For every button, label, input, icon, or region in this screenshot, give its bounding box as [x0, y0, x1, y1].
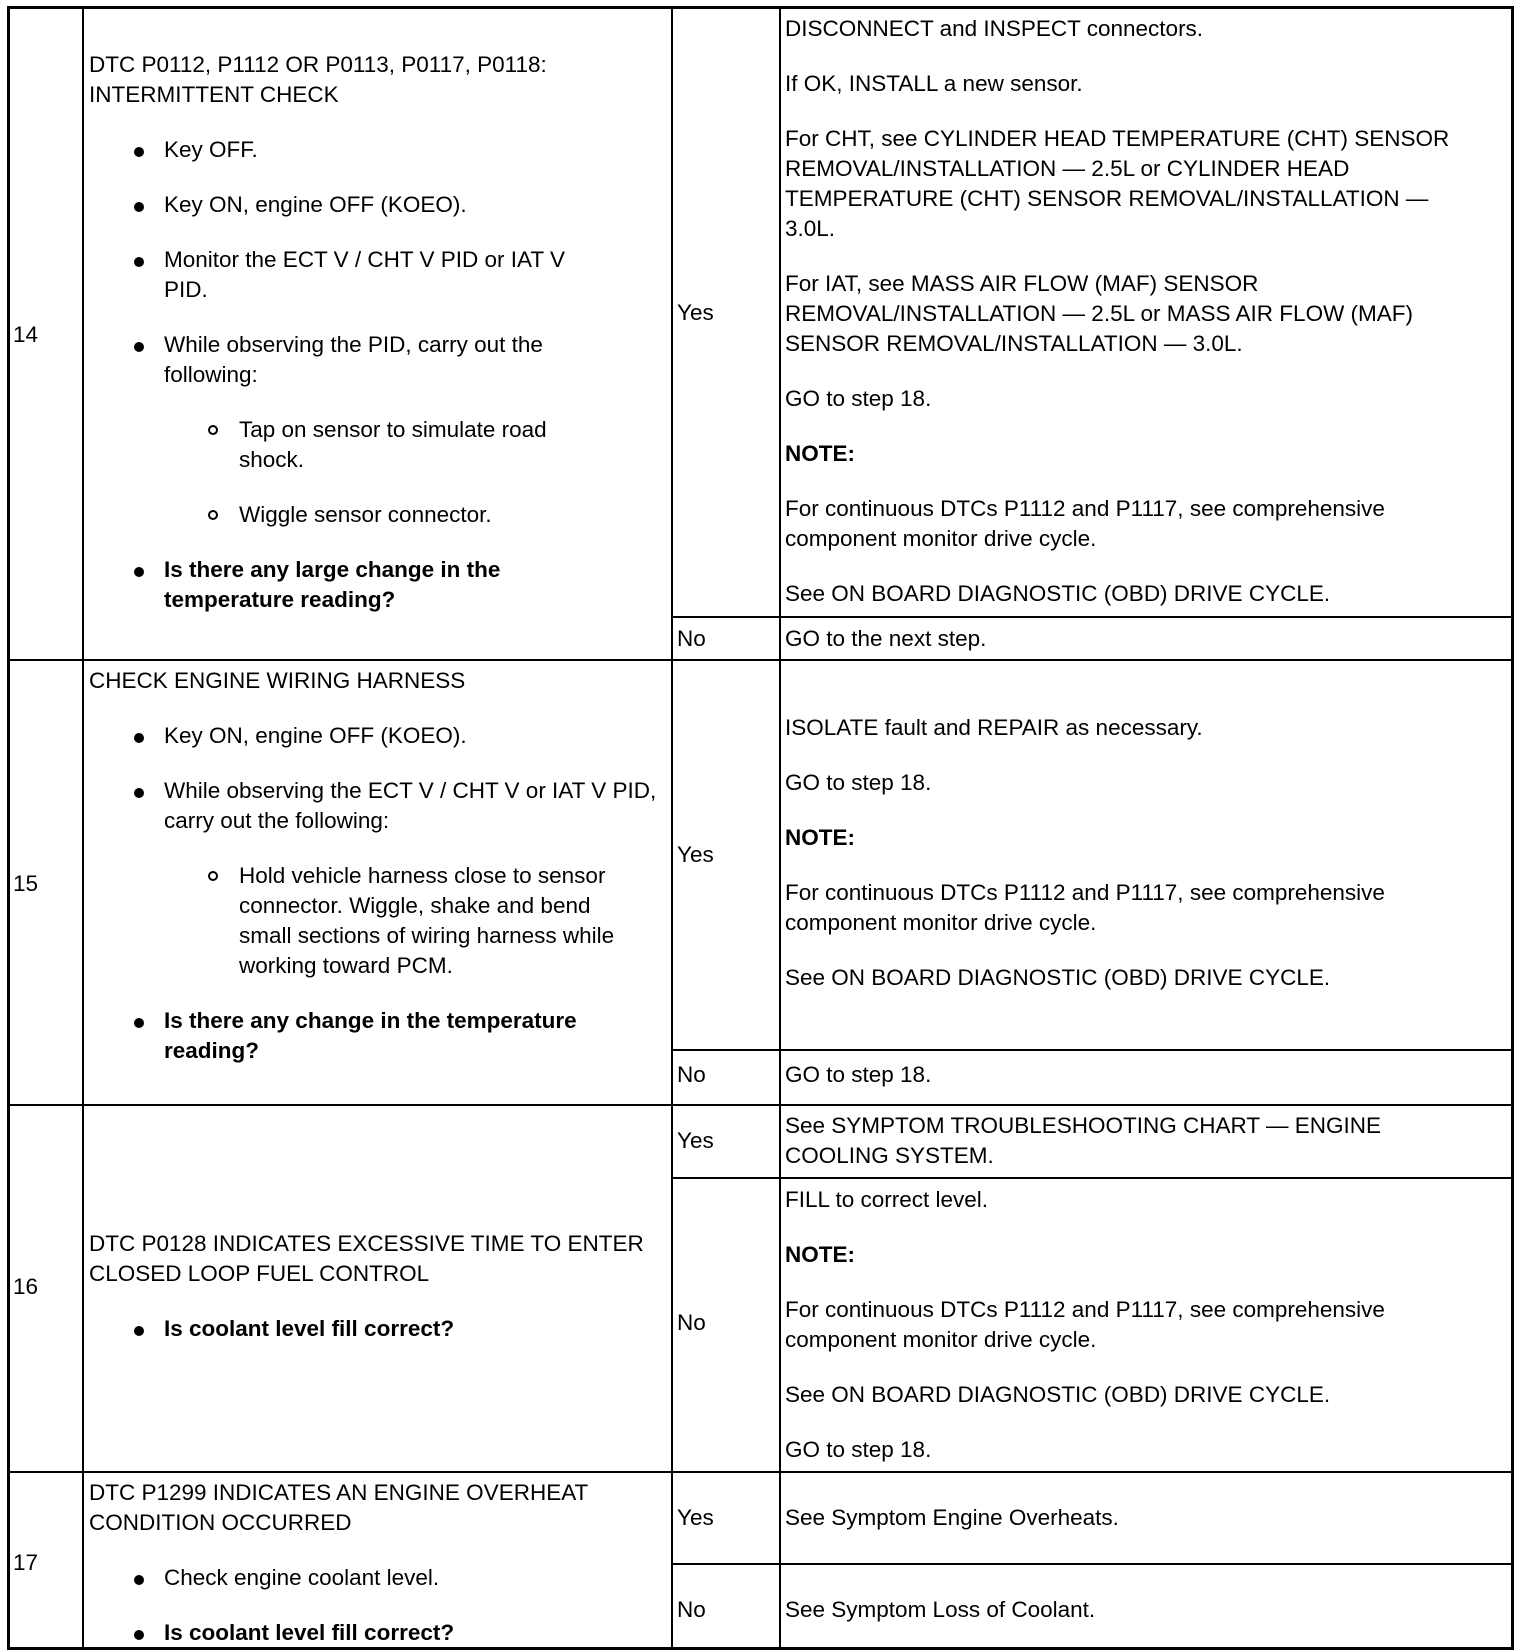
result-yes-action: See SYMPTOM TROUBLESHOOTING CHART — ENGINE COOLING SYSTEM. — [785, 1113, 1381, 1168]
action-text: GO to step 18. — [785, 386, 932, 411]
action-text: DISCONNECT and INSPECT connectors. — [785, 16, 1204, 41]
action-item: While observing the PID, carry out the following: — [89, 330, 664, 390]
result-no-action: GO to the next step. — [785, 626, 987, 651]
result-yes-action — [785, 713, 1505, 993]
action-item: Key ON, engine OFF (KOEO). — [89, 190, 664, 220]
row-divider — [672, 1563, 1514, 1565]
action-item: Key OFF. — [89, 135, 664, 165]
step-test-cell — [89, 666, 664, 1066]
action-text: GO to step 18. — [785, 770, 932, 795]
step-number: 14 — [13, 322, 39, 347]
table-border — [7, 6, 10, 1650]
step-number: 16 — [13, 1274, 39, 1299]
row-divider — [672, 616, 1514, 618]
result-yes-label: Yes — [677, 1128, 714, 1153]
question: Is coolant level fill correct? — [89, 1618, 664, 1648]
result-no-label: No — [677, 1310, 706, 1335]
step-title: DTC P0112, P1112 OR P0113, P0117, P0118: INTERMITTENT CHECK — [89, 52, 547, 107]
step-test-cell — [89, 1229, 664, 1344]
action-text: ISOLATE fault and REPAIR as necessary. — [785, 715, 1203, 740]
row-divider — [7, 1471, 1514, 1473]
action-text: If OK, INSTALL a new sensor. — [785, 71, 1083, 96]
column-divider — [779, 6, 781, 1650]
column-divider — [671, 6, 673, 1650]
result-yes-action — [785, 14, 1505, 609]
step-number: 17 — [13, 1550, 39, 1575]
note-label: NOTE: — [785, 1242, 855, 1267]
note-text: See ON BOARD DIAGNOSTIC (OBD) DRIVE CYCLE. — [785, 581, 1331, 606]
action-item: Monitor the ECT V / CHT V PID or IAT V PID. — [89, 245, 664, 305]
result-yes-label: Yes — [677, 300, 714, 325]
result-no-action — [785, 1185, 1505, 1465]
step-title: CHECK ENGINE WIRING HARNESS — [89, 668, 466, 693]
row-divider — [672, 1177, 1514, 1179]
step-title: DTC P0128 INDICATES EXCESSIVE TIME TO ENTER CLOSED LOOP FUEL CONTROL — [89, 1231, 644, 1286]
result-no-action: GO to step 18. — [785, 1062, 932, 1087]
sub-action-item: Hold vehicle harness close to sensor connector. Wiggle, shake and bend small sections of wiring harness while working toward PCM. — [89, 861, 664, 981]
result-yes-action: See Symptom Engine Overheats. — [785, 1505, 1119, 1530]
result-no-label: No — [677, 626, 706, 651]
table-border — [7, 6, 1514, 9]
note-text: For continuous DTCs P1112 and P1117, see comprehensive component monitor drive cycle. — [785, 496, 1385, 551]
note-label: NOTE: — [785, 825, 855, 850]
action-item: While observing the ECT V / CHT V or IAT V PID, carry out the following: — [89, 776, 664, 836]
question: Is there any large change in the temperature reading? — [89, 555, 664, 615]
action-text: For IAT, see MASS AIR FLOW (MAF) SENSOR REMOVAL/INSTALLATION — 2.5L or MASS AIR FLOW (MAF) SENSOR REMOVAL/INSTALLATION — 3.0L. — [785, 271, 1414, 356]
action-item: Check engine coolant level. — [89, 1563, 664, 1593]
result-yes-label: Yes — [677, 842, 714, 867]
result-no-action: See Symptom Loss of Coolant. — [785, 1597, 1096, 1622]
result-no-label: No — [677, 1597, 706, 1622]
note-text: See ON BOARD DIAGNOSTIC (OBD) DRIVE CYCLE. — [785, 1382, 1331, 1407]
note-text: See ON BOARD DIAGNOSTIC (OBD) DRIVE CYCLE. — [785, 965, 1331, 990]
table-border — [1511, 6, 1514, 1650]
result-yes-label: Yes — [677, 1505, 714, 1530]
sub-action-item: Tap on sensor to simulate road shock. — [89, 415, 664, 475]
action-item: Key ON, engine OFF (KOEO). — [89, 721, 664, 751]
step-test-cell — [89, 50, 664, 615]
step-title: DTC P1299 INDICATES AN ENGINE OVERHEAT CONDITION OCCURRED — [89, 1480, 588, 1535]
question: Is coolant level fill correct? — [89, 1314, 664, 1344]
step-number: 15 — [13, 871, 39, 896]
column-divider — [82, 6, 84, 1650]
note-text: GO to step 18. — [785, 1437, 932, 1462]
action-text: FILL to correct level. — [785, 1187, 988, 1212]
step-test-cell — [89, 1478, 664, 1648]
sub-action-item: Wiggle sensor connector. — [89, 500, 664, 530]
note-text: For continuous DTCs P1112 and P1117, see comprehensive component monitor drive cycle. — [785, 880, 1385, 935]
row-divider — [7, 659, 1514, 661]
note-text: For continuous DTCs P1112 and P1117, see comprehensive component monitor drive cycle. — [785, 1297, 1385, 1352]
row-divider — [672, 1049, 1514, 1051]
note-label: NOTE: — [785, 441, 855, 466]
result-no-label: No — [677, 1062, 706, 1087]
action-text: For CHT, see CYLINDER HEAD TEMPERATURE (CHT) SENSOR REMOVAL/INSTALLATION — 2.5L or CYLINDER HEAD TEMPERATURE (CHT) SENSOR REMOVAL/INSTALLATION — 3.0L. — [785, 126, 1450, 241]
row-divider — [7, 1104, 1514, 1106]
question: Is there any change in the temperature reading? — [89, 1006, 664, 1066]
